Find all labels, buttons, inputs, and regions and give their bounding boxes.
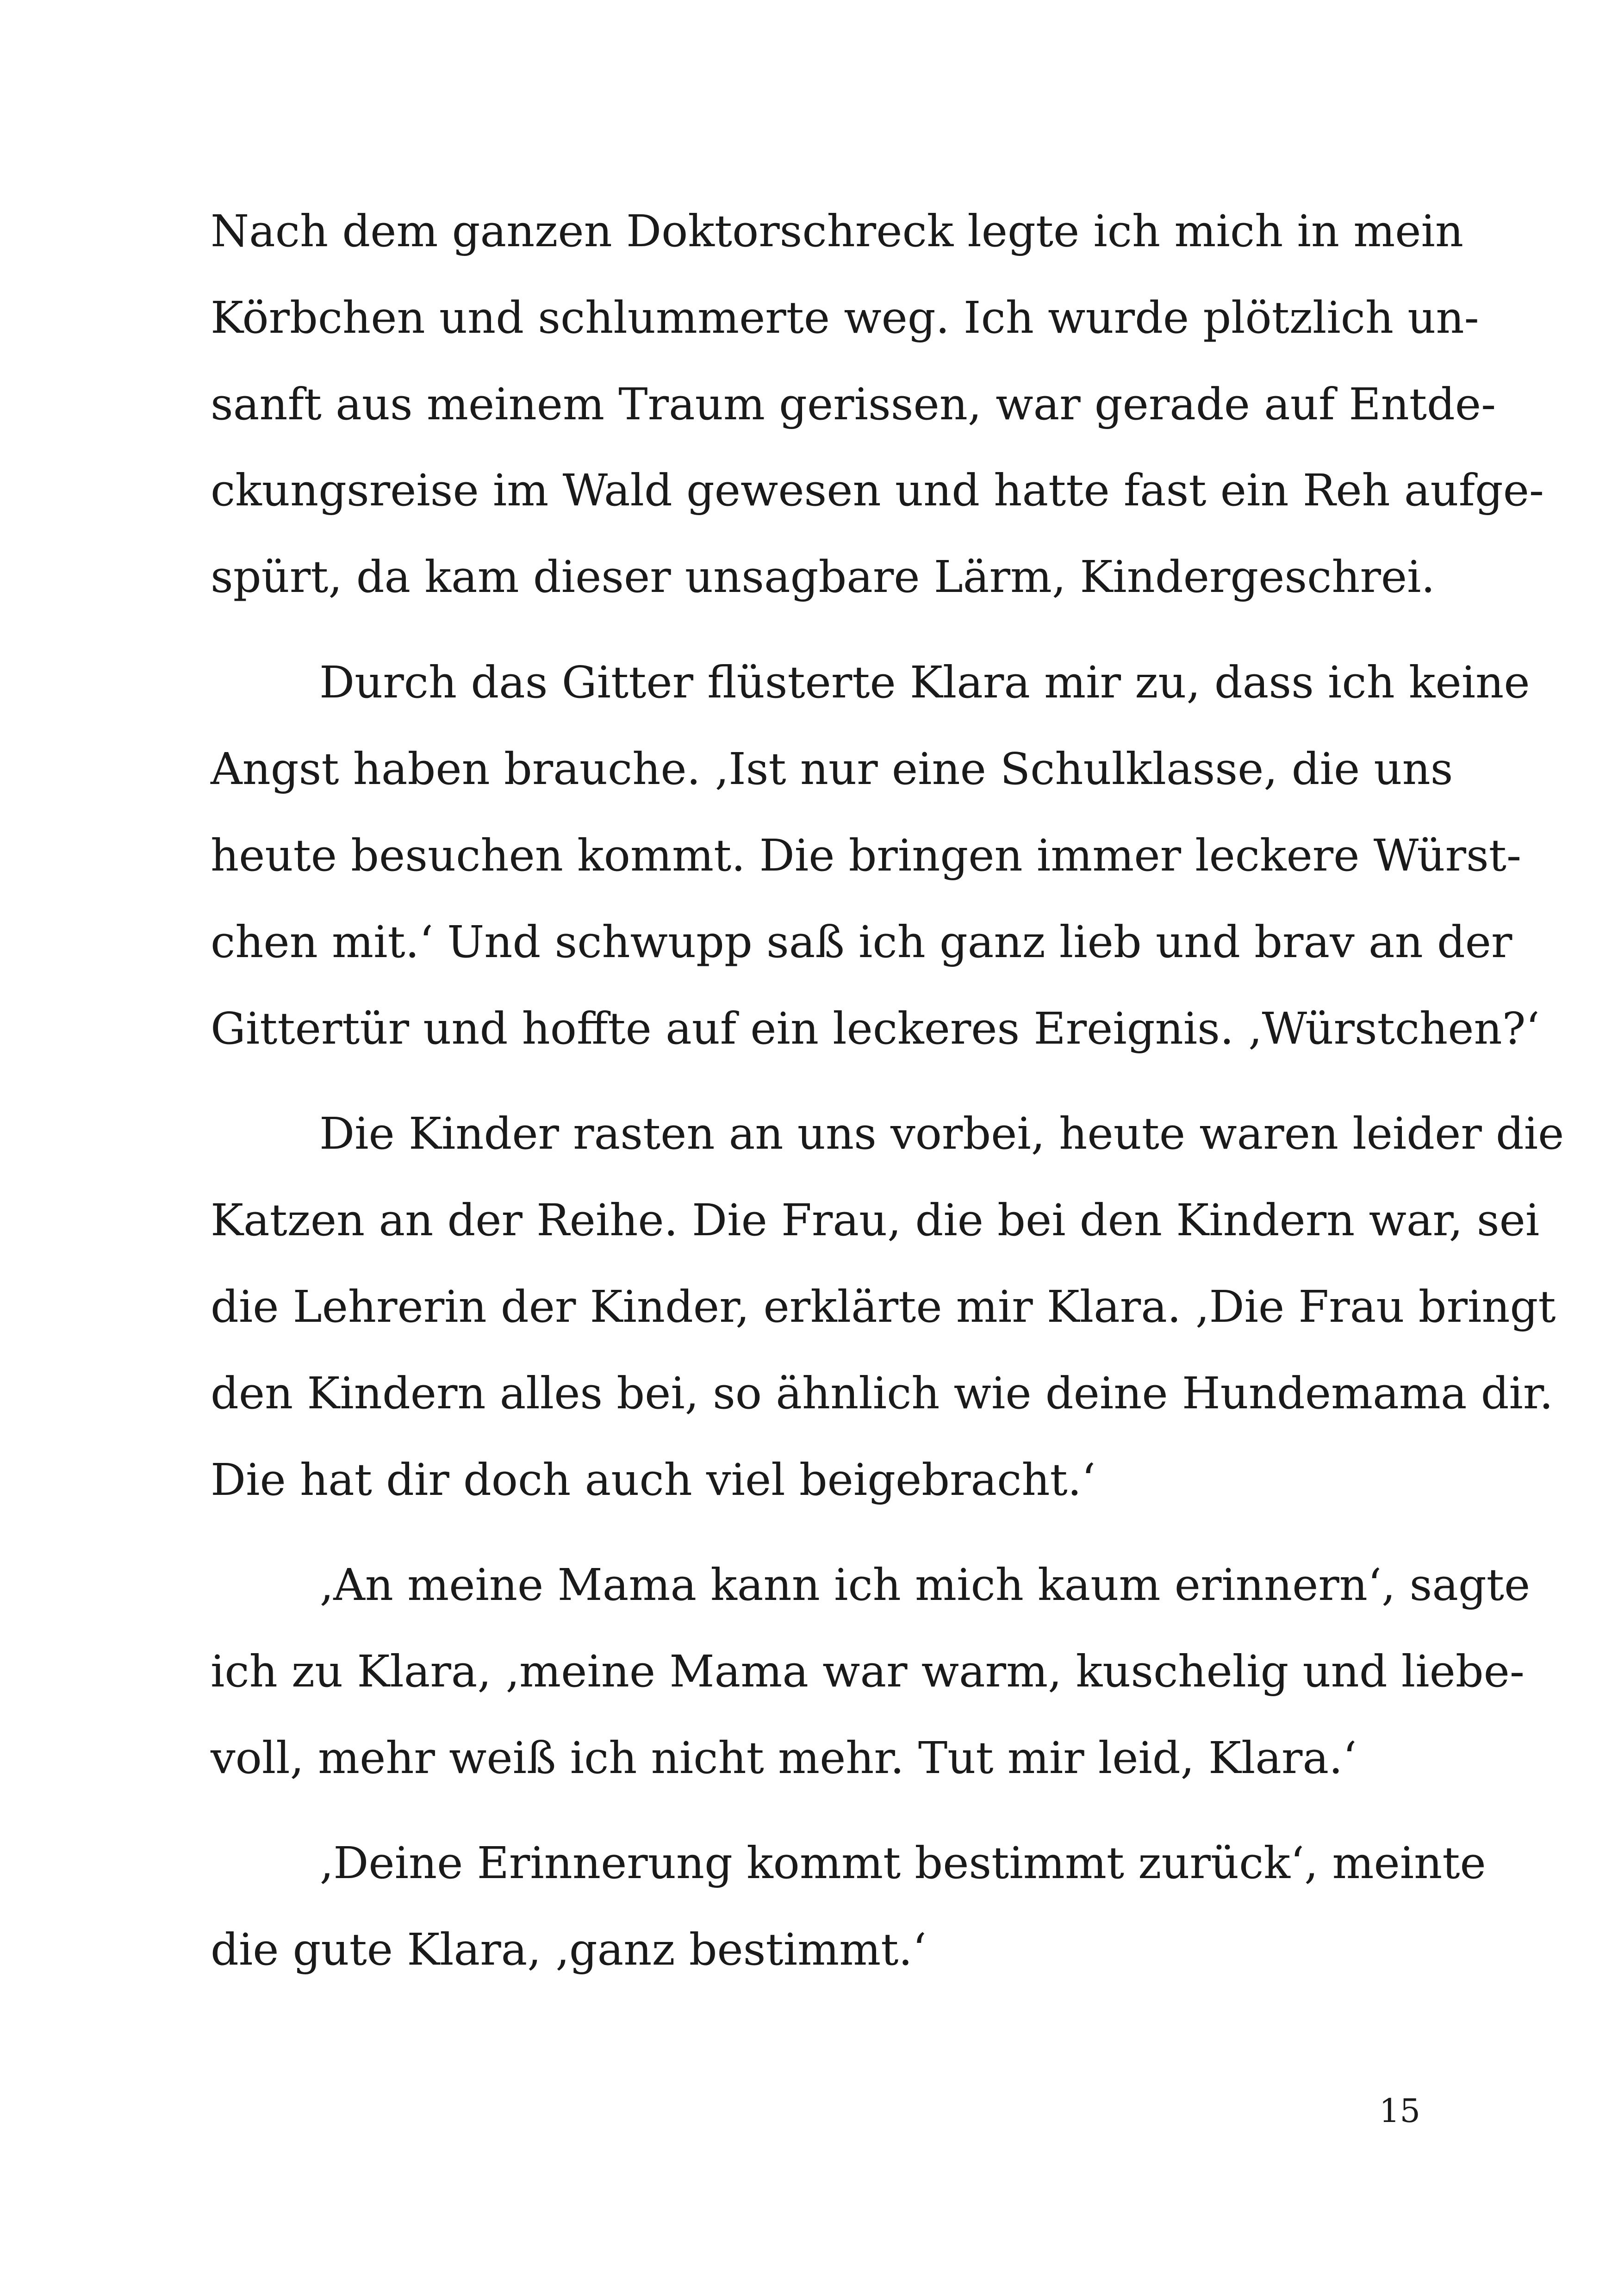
page-number: 15 [1379, 2092, 1421, 2130]
text-line: Angst haben brauche. ‚Ist nur eine Schulklasse, die uns [211, 744, 1453, 795]
text-line: die gute Klara, ‚ganz bestimmt.‘ [211, 1924, 927, 1975]
text-line: sanft aus meinem Traum gerissen, war gerade auf Entde- [211, 379, 1496, 430]
text-line: spürt, da kam dieser unsagbare Lärm, Kindergeschrei. [211, 552, 1435, 603]
text-line: Gittertür und hoffte auf ein leckeres Ereignis. ‚Würstchen?‘ [211, 1003, 1540, 1054]
text-line: heute besuchen kommt. Die bringen immer leckere Würst- [211, 830, 1522, 881]
text-line: die Lehrerin der Kinder, erklärte mir Klara. ‚Die Frau bringt [211, 1282, 1556, 1332]
text-line: ich zu Klara, ‚meine Mama war warm, kuschelig und liebe- [211, 1646, 1525, 1697]
text-line: Körbchen und schlummerte weg. Ich wurde plötzlich un- [211, 292, 1479, 343]
text-line: ‚Deine Erinnerung kommt bestimmt zurück‘, meinte [319, 1838, 1486, 1889]
text-line: Die hat dir doch auch viel beigebracht.‘ [211, 1455, 1096, 1506]
text-line: den Kindern alles bei, so ähnlich wie deine Hundemama dir. [211, 1368, 1554, 1419]
text-line: Nach dem ganzen Doktorschreck legte ich mich in mein [211, 206, 1464, 257]
text-line: chen mit.‘ Und schwupp saß ich ganz lieb und brav an der [211, 917, 1512, 968]
text-line: Die Kinder rasten an uns vorbei, heute waren leider die [319, 1108, 1564, 1159]
text-line: ‚An meine Mama kann ich mich kaum erinnern‘, sagte [319, 1560, 1531, 1611]
text-line: ckungsreise im Wald gewesen und hatte fast ein Reh aufge- [211, 465, 1544, 516]
text-line: voll, mehr weiß ich nicht mehr. Tut mir leid, Klara.‘ [211, 1733, 1357, 1784]
text-line: Katzen an der Reihe. Die Frau, die bei den Kindern war, sei [211, 1195, 1540, 1246]
text-line: Durch das Gitter flüsterte Klara mir zu, dass ich keine [319, 657, 1530, 708]
